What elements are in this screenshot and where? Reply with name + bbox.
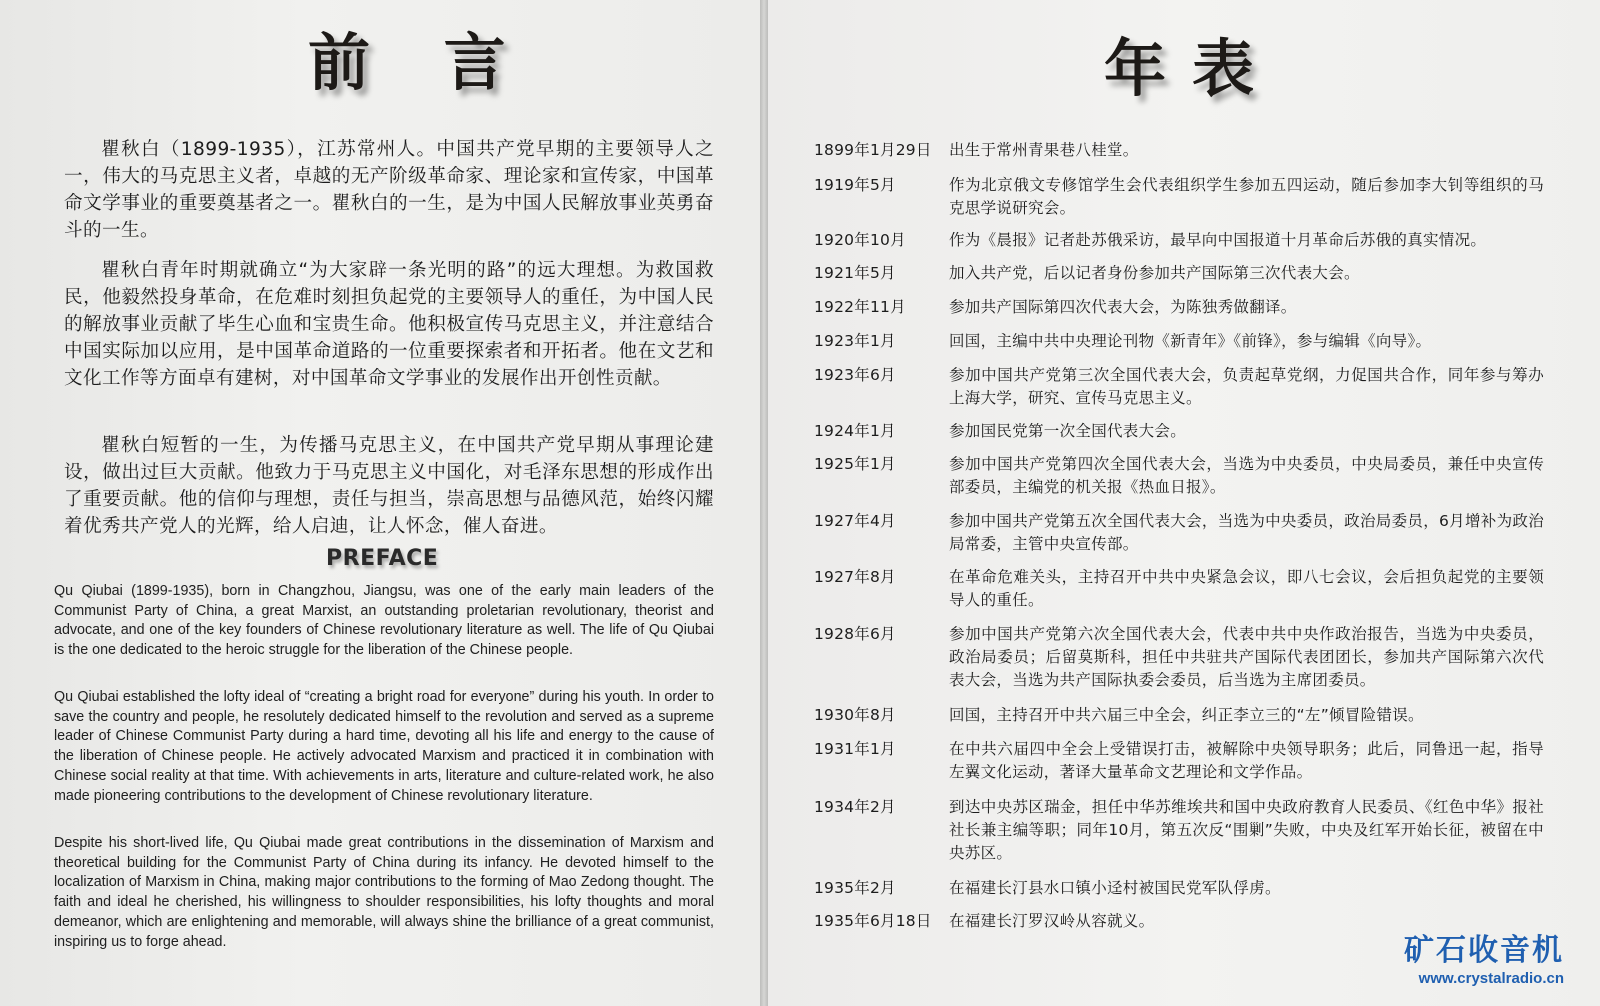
preface-en-paragraph: Qu Qiubai established the lofty ideal of “creating a bright road for everyone” during his youth. In order to save the country and people, he resolutely dedicated himself to the revolution and served as a supreme leader of Chinese Communist Party during a hard time, devoting all his life and energy to the cause of the liberation of Chinese people. He actively advocated Marxism and practiced it in combination with Chinese social reality at that time. With achievements in arts, literature and culture-related work, he also made pioneering contributions to the development of Chinese revolutionary literature. (54, 689, 714, 804)
chronology-entry (814, 453, 1544, 499)
entry-date: 1927年4月 (814, 512, 896, 530)
entry-event: 到达中央苏区瑞金，担任中华苏维埃共和国中央政府教育人民委员、《红色中华》报社社长兼主编等职；同年10月，第五次反“围剿”失败，中央及红军开始长征，被留在中央苏区。 (949, 798, 1544, 862)
preface-en-paragraph: Qu Qiubai (1899-1935), born in Changzhou, Jiangsu, was one of the early main leaders of the Communist Party of China, a great Marxist, an outstanding proletarian revolutionary, theorist and advocate, and one of the key founders of Chinese revolutionary literature as well. The life of Qu Qiubai is the one dedicated to the heroic struggle for the liberation of the Chinese people. (54, 583, 714, 659)
entry-date: 1935年6月18日 (814, 912, 932, 930)
entry-date: 1931年1月 (814, 740, 896, 758)
entry-event: 参加中国共产党第四次全国代表大会，当选为中央委员，中央局委员，兼任中央宣传部委员，主编党的机关报《热血日报》。 (949, 455, 1544, 496)
chronology-entry (814, 796, 1544, 865)
chronology-entry (814, 877, 1544, 900)
entry-event: 回国，主持召开中共六届三中全会，纠正李立三的“左”倾冒险错误。 (949, 706, 1424, 724)
chronology-entry (814, 910, 1544, 933)
preface-cn-paragraph: 瞿秋白（1899-1935），江苏常州人。中国共产党早期的主要领导人之一，伟大的马克思主义者，卓越的无产阶级革命家、理论家和宣传家，中国革命文学事业的重要奠基者之一。瞿秋白的一生，是为中国人民解放事业英勇奋斗的一生。 (64, 139, 714, 241)
entry-event: 作为《晨报》记者赴苏俄采访，最早向中国报道十月革命后苏俄的真实情况。 (949, 231, 1487, 249)
chronology-title: 年表 (1104, 32, 1281, 105)
entry-date: 1928年6月 (814, 625, 896, 643)
entry-date: 1922年11月 (814, 298, 906, 316)
entry-event: 回国，主编中共中央理论刊物《新青年》《前锋》，参与编辑《向导》。 (949, 332, 1432, 350)
entry-event: 出生于常州青果巷八桂堂。 (949, 141, 1139, 159)
watermark-text: 矿石收音机 (1404, 933, 1564, 968)
entry-date: 1923年6月 (814, 366, 896, 384)
chronology-entry (814, 510, 1544, 556)
watermark (1389, 934, 1564, 990)
entry-event: 参加国民党第一次全国代表大会。 (949, 422, 1187, 440)
chronology-entry (814, 704, 1544, 727)
entry-date: 1920年10月 (814, 231, 906, 249)
chronology-entry (814, 566, 1544, 612)
entry-event: 作为北京俄文专修馆学生会代表组织学生参加五四运动，随后参加李大钊等组织的马克思学说研究会。 (949, 176, 1544, 217)
preface-title: 前 言 (308, 26, 532, 99)
board-seam (760, 0, 768, 1006)
entry-event: 参加中国共产党第五次全国代表大会，当选为中央委员，政治局委员，6月增补为政治局常委，主管中央宣传部。 (949, 512, 1544, 553)
preface-cn-paragraph: 瞿秋白青年时期就确立“为大家辟一条光明的路”的远大理想。为救国救民，他毅然投身革命，在危难时刻担负起党的主要领导人的重任，为中国人民的解放事业贡献了毕生心血和宝贵生命。他积极宣传马克思主义，并注意结合中国实际加以应用，是中国革命道路的一位重要探索者和开拓者。他在文艺和文化工作等方面卓有建树，对中国革命文学事业的发展作出开创性贡献。 (64, 260, 714, 389)
chronology-entry (814, 296, 1544, 319)
entry-event: 参加共产国际第四次代表大会，为陈独秀做翻译。 (949, 298, 1297, 316)
entry-date: 1899年1月29日 (814, 141, 932, 159)
chronology-entry (814, 229, 1544, 252)
entry-date: 1921年5月 (814, 264, 896, 282)
entry-date: 1925年1月 (814, 455, 896, 473)
entry-date: 1930年8月 (814, 706, 896, 724)
chronology-entry (814, 330, 1544, 353)
watermark-url: www.crystalradio.cn (1418, 970, 1564, 987)
entry-event: 在福建长汀罗汉岭从容就义。 (949, 912, 1155, 930)
entry-date: 1923年1月 (814, 332, 896, 350)
preface-english-title: PREFACE (326, 546, 439, 571)
chronology-entry (814, 364, 1544, 410)
entry-event: 在革命危难关头，主持召开中共中央紧急会议，即八七会议，会后担负起党的主要领导人的重任。 (949, 568, 1544, 609)
entry-date: 1924年1月 (814, 422, 896, 440)
entry-date: 1927年8月 (814, 568, 896, 586)
chronology-entry (814, 420, 1544, 443)
preface-board (0, 0, 760, 1006)
chronology-entry (814, 174, 1544, 220)
preface-cn-paragraph: 瞿秋白短暂的一生，为传播马克思主义，在中国共产党早期从事理论建设，做出过巨大贡献。他致力于马克思主义中国化，对毛泽东思想的形成作出了重要贡献。他的信仰与理想，责任与担当，崇高思想与品德风范，始终闪耀着优秀共产党人的光辉，给人启迪，让人怀念，催人奋进。 (64, 435, 714, 537)
entry-date: 1935年2月 (814, 879, 896, 897)
chronology-entry (814, 623, 1544, 692)
entry-event: 参加中国共产党第三次全国代表大会，负责起草党纲，力促国共合作，同年参与筹办上海大学，研究、宣传马克思主义。 (949, 366, 1544, 407)
entry-event: 参加中国共产党第六次全国代表大会，代表中共中央作政治报告，当选为中央委员，政治局委员；后留莫斯科，担任中共驻共产国际代表团团长，参加共产国际第六次代表大会，当选为共产国际执委会委员，后当选为主席团委员。 (949, 625, 1544, 689)
entry-event: 加入共产党，后以记者身份参加共产国际第三次代表大会。 (949, 264, 1360, 282)
chronology-entry (814, 262, 1544, 285)
chronology-entry (814, 738, 1544, 784)
entry-event: 在福建长汀县水口镇小迳村被国民党军队俘虏。 (949, 879, 1281, 897)
chronology-entry (814, 139, 1544, 162)
entry-date: 1919年5月 (814, 176, 896, 194)
preface-en-paragraph: Despite his short-lived life, Qu Qiubai made great contributions in the dissemination of Marxism and theoretical building for the Communist Party of China during its infancy. He devoted himself to the localization of Marxism in China, making major contributions to the forming of Mao Zedong thought. The faith and ideal he cherished, his willingness to shoulder responsibilities, his lofty thoughts and moral demeanor, which are enlightening and memorable, will always shine the brilliance of a great communist, inspiring us to forge ahead. (54, 835, 714, 950)
entry-date: 1934年2月 (814, 798, 896, 816)
entry-event: 在中共六届四中全会上受错误打击，被解除中央领导职务；此后，同鲁迅一起，指导左翼文化运动，著译大量革命文艺理论和文学作品。 (949, 740, 1544, 781)
